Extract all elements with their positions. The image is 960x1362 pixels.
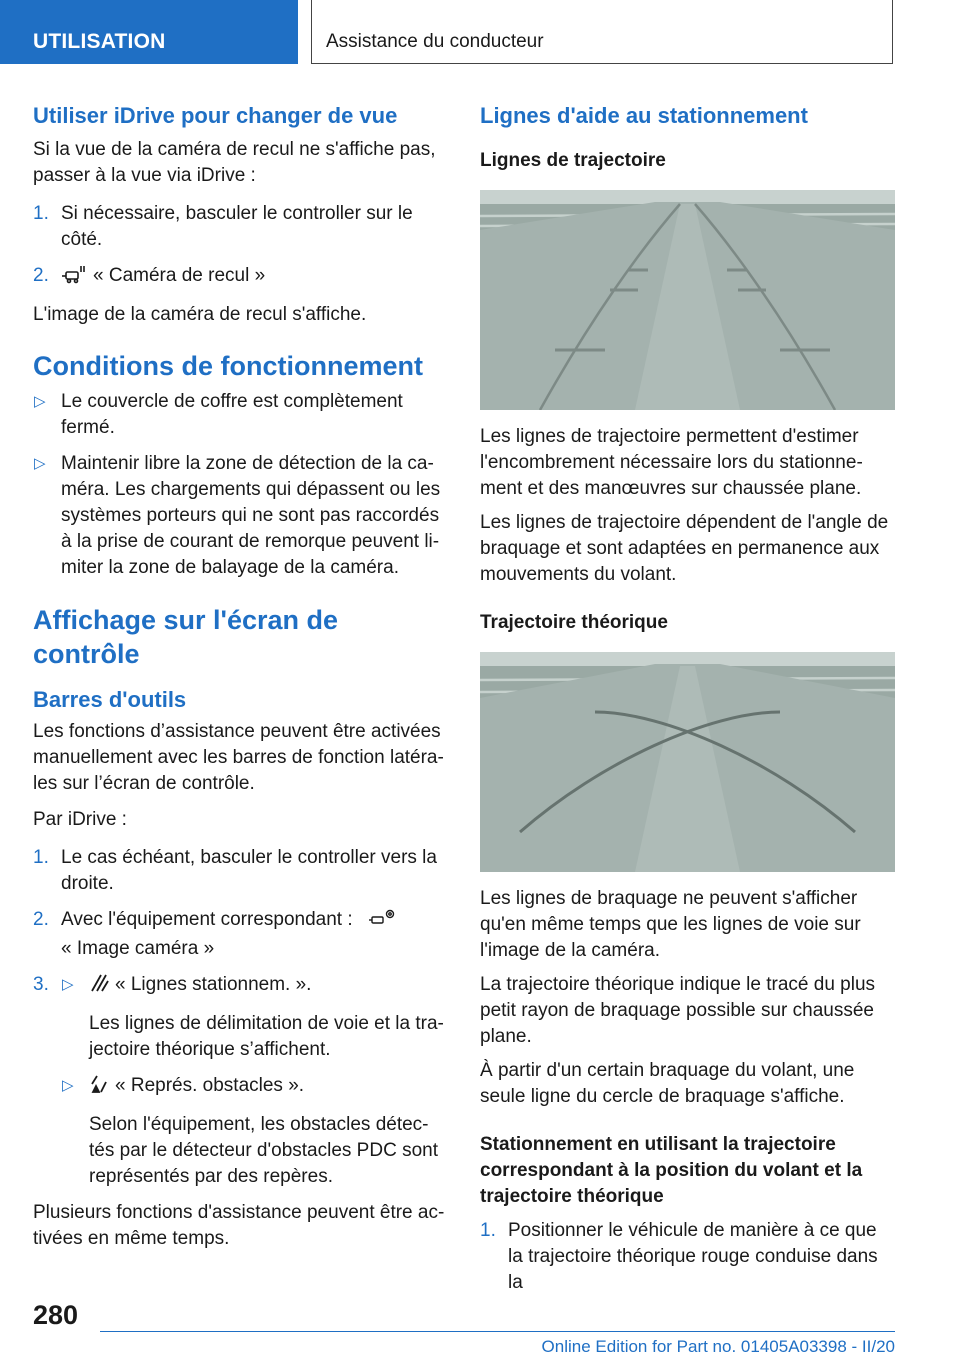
left-column xyxy=(33,100,448,1252)
list-item xyxy=(33,972,448,1190)
edition-note: Online Edition for Part no. 01405A03398 - II/20 xyxy=(541,1337,895,1356)
list-item xyxy=(33,201,448,253)
step-number: 2. xyxy=(33,265,49,286)
theoretical-trajectory-figure xyxy=(480,652,895,872)
section-tab xyxy=(0,0,298,64)
triangle-bullet-icon: ▷ xyxy=(34,455,46,472)
heading-affichage: Affichage sur l'écran de contrôle xyxy=(33,605,339,669)
trajectory-lines-figure xyxy=(480,190,895,410)
heading-barres: Barres d'outils xyxy=(33,687,187,712)
para-idrive: Si la vue de la caméra de recul ne s'affiche pas, passer à la vue via iDrive : xyxy=(33,139,436,186)
parking-lines-icon xyxy=(89,973,109,1001)
condition-text: Le couvercle de coffre est complètement fermé. xyxy=(61,391,403,438)
step-number: 1. xyxy=(480,1220,496,1241)
para-theo1: Les lignes de braquage ne peuvent s'afficher qu'en même temps que les lignes de voie sur l'image de la caméra. xyxy=(480,888,861,961)
heading-idrive: Utiliser iDrive pour changer de vue xyxy=(33,103,398,128)
list-item xyxy=(33,389,448,441)
heading-theorique: Trajectoire théorique xyxy=(480,612,668,633)
para-theo3: À partir d'un certain braquage du volant, une seule ligne du cercle de braquage s'affiche. xyxy=(480,1060,855,1107)
sub-item-desc: Selon l'équipement, les obstacles détec-tés par le détecteur d'obstacles PDC sont représentés par des repères. xyxy=(89,1114,438,1187)
section-label: UTILISATION xyxy=(33,30,166,53)
sub-item xyxy=(61,1073,448,1190)
sub-item-desc: Les lignes de délimitation de voie et la tra-jectoire théorique s’affichent. xyxy=(89,1013,444,1060)
step-text: Si nécessaire, basculer le controller sur le côté. xyxy=(61,203,413,250)
chapter-header xyxy=(311,0,893,64)
para-idrive-after: L'image de la caméra de recul s'affiche. xyxy=(33,304,367,325)
heading-trajectoire: Lignes de trajectoire xyxy=(480,150,666,171)
para-barres: Les fonctions d’assistance peuvent être activées manuellement avec les barres de fonction latéra-les sur l’écran de contrôle. xyxy=(33,721,444,794)
heading-stationnement: Stationnement en utilisant la trajectoire correspondant à la position du volant et la trajectoire théorique xyxy=(480,1134,863,1207)
step-text-2: « Image caméra » xyxy=(61,938,215,959)
rear-camera-icon xyxy=(61,264,87,292)
para-par-idrive: Par iDrive : xyxy=(33,809,127,830)
step-text: « Caméra de recul » xyxy=(93,265,266,286)
para-theo2: La trajectoire théorique indique le tracé du plus petit rayon de braquage possible sur chaussée plane. xyxy=(480,974,876,1047)
chapter-title: Assistance du conducteur xyxy=(326,31,544,52)
condition-text: Maintenir libre la zone de détection de la ca-méra. Les chargements qui dépassent ou les systèmes porteurs qui ne sont pas raccordés à la prise de courant de remorque peuvent li-miter la zone de balayage de la caméra. xyxy=(61,453,441,578)
camera-settings-icon xyxy=(368,908,398,936)
triangle-bullet-icon: ▷ xyxy=(62,1077,74,1094)
step-text: Le cas échéant, basculer le controller vers la droite. xyxy=(61,847,437,894)
list-item xyxy=(33,845,448,897)
heading-conditions: Conditions de fonctionnement xyxy=(33,351,423,381)
obstacle-marker-icon xyxy=(89,1074,109,1102)
para-traj1: Les lignes de trajectoire permettent d'estimer l'encombrement nécessaire lors du stationne-ment et des manœuvres sur chaussée plane. xyxy=(480,426,863,499)
step-text: Positionner le véhicule de manière à ce que la trajectoire théorique rouge conduise dans la xyxy=(508,1220,878,1293)
right-column xyxy=(480,100,895,1296)
triangle-bullet-icon: ▷ xyxy=(34,393,46,410)
step-number: 1. xyxy=(33,203,49,224)
step-number: 2. xyxy=(33,909,49,930)
para-plusieurs: Plusieurs fonctions d'assistance peuvent être ac-tivées en même temps. xyxy=(33,1202,445,1249)
sub-item xyxy=(61,972,448,1063)
step-text: Avec l'équipement correspondant : xyxy=(61,909,353,930)
step-number: 1. xyxy=(33,847,49,868)
page-number: 280 xyxy=(33,1300,79,1330)
sub-item-label: « Représ. obstacles ». xyxy=(115,1075,305,1096)
list-item xyxy=(480,1218,895,1296)
list-item xyxy=(33,263,448,292)
para-traj2: Les lignes de trajectoire dépendent de l'angle de braquage et sont adaptées en permanence aux mouvements du volant. xyxy=(480,512,889,585)
list-item xyxy=(33,907,448,962)
sub-item-label: « Lignes stationnem. ». xyxy=(115,974,312,995)
triangle-bullet-icon: ▷ xyxy=(62,976,74,993)
step-number: 3. xyxy=(33,974,49,995)
footer-divider xyxy=(100,1331,895,1332)
heading-lignes: Lignes d'aide au stationnement xyxy=(480,103,808,128)
list-item xyxy=(33,451,448,581)
